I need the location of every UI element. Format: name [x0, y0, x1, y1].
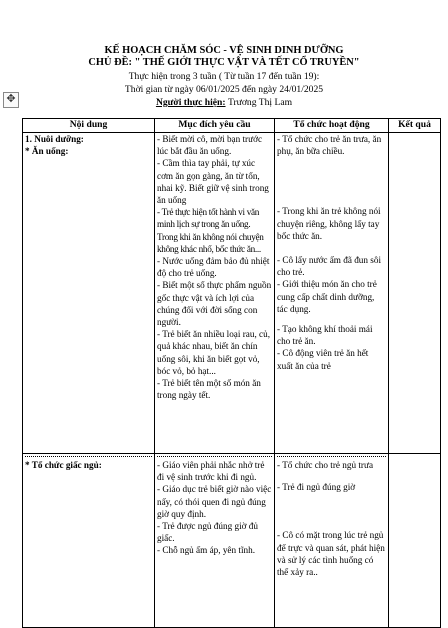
purpose-item: - Biết một số thực phẩm nguồn gốc thực vật và ích lợi của chúng đối với đời sống con người. — [157, 280, 272, 328]
activity-item: - Trẻ đi ngủ đúng giờ — [277, 482, 356, 493]
purpose-item: - Trẻ biết tên một số món ăn trong ngày tết. — [157, 378, 261, 401]
activity-item: - Giới thiệu món ăn cho trẻ cung cấp chất dinh dưỡng, tác dụng. — [277, 279, 377, 314]
table-row — [23, 454, 441, 628]
purpose-item: - Trẻ được ngủ đúng giờ đủ giấc. — [157, 521, 258, 544]
plan-duration: Thực hiện trong 3 tuần ( Từ tuần 17 đến tuần 19): — [128, 71, 320, 82]
plan-title: KẾ HOẠCH CHĂM SÓC - VỆ SINH DINH DƯỠNG — [104, 45, 344, 56]
row-activities-cell — [275, 133, 389, 454]
purpose-item: - Cầm thìa tay phải, tự xúc cơm ăn gọn gàng, ăn từ tốn, nhai kỹ. Biết giữ vệ sinh trong ăn uống — [157, 158, 269, 206]
sleep-heading: * Tổ chức giấc ngủ: — [25, 460, 102, 470]
purpose-item: - Trẻ thực hiện tốt hành vi văn minh lịch sự trong ăn uống. Trong khi ăn không nói chuyện không khác nhổ, bốc thức ăn... — [157, 207, 264, 254]
purpose-item: - Nước uống đảm bảo đủ nhiệt độ cho trẻ uống. — [157, 256, 270, 279]
performer-label: Người thực hiện: — [155, 97, 226, 108]
dotted-separator — [277, 456, 386, 457]
activity-item: - Tổ chức cho trẻ ăn trưa, ăn phụ, ăn bữa chiều. — [277, 134, 382, 157]
row-purpose-cell — [155, 454, 275, 628]
purpose-item: - Chỗ ngủ ấm áp, yên tĩnh. — [157, 545, 255, 556]
dotted-separator — [25, 456, 152, 457]
row-content-cell — [23, 133, 155, 454]
activity-item: - Cô có mặt trong lúc trẻ ngủ để trực và quan sát, phát hiện và sử lý các tình huống có thể xảy ra.. — [277, 530, 385, 578]
row-result-cell — [389, 454, 441, 628]
header-purpose: Mục đích yêu cầu — [155, 119, 275, 133]
plan-performer — [0, 97, 448, 108]
table-header-row — [23, 119, 441, 133]
performer-name: Trương Thị Lam — [227, 97, 293, 108]
activity-item: - Cô lấy nước ấm đã đun sôi cho trẻ. — [277, 255, 381, 278]
plan-theme: CHỦ ĐỀ: " THẾ GIỚI THỰC VẬT VÀ TẾT CỔ TRUYỀN" — [88, 57, 360, 68]
activity-item: - Tổ chức cho trẻ ngủ trưa — [277, 460, 374, 470]
nutrition-heading: 1. Nuôi dưỡng: — [25, 134, 84, 144]
purpose-item: - Giáo viên phải nhắc nhở trẻ đi vệ sinh trước khi đi ngủ. — [157, 460, 265, 483]
purpose-item: - Trẻ biết ăn nhiều loại rau, củ, quả khác nhau, biết ăn chín uống sôi, khi ăn biết gọt vỏ, bóc vỏ, bỏ hạt... — [157, 329, 271, 376]
dotted-separator — [157, 456, 272, 457]
care-plan-table — [22, 118, 441, 628]
header-result: Kết quả — [389, 119, 441, 133]
row-activities-cell — [275, 454, 389, 628]
purpose-item: - Giáo dục trẻ biết giờ nào việc nấy, có thói quen đi ngủ đúng giờ quy định. — [157, 484, 272, 519]
row-result-cell — [389, 133, 441, 454]
move-handle-icon[interactable]: ✥ — [3, 92, 19, 108]
activity-item: - Cô động viên trẻ ăn hết xuất ăn của trẻ — [277, 348, 369, 371]
header-activities: Tổ chức hoạt động — [275, 119, 389, 133]
activity-item: - Tạo không khí thoải mái cho trẻ ăn. — [277, 324, 373, 347]
activity-item: - Trong khi ăn trẻ không nói chuyện riêng, không lấy tay bốc thức ăn. — [277, 206, 381, 241]
table-row — [23, 133, 441, 454]
row-content-cell — [23, 454, 155, 628]
row-purpose-cell — [155, 133, 275, 454]
plan-period: Thời gian từ ngày 06/01/2025 đến ngày 24/01/2025 — [124, 84, 324, 95]
eating-heading: * Ăn uống: — [25, 146, 69, 157]
header-content: Nội dung — [23, 119, 155, 133]
purpose-item: - Biết mời cô, mời bạn trước lúc bắt đầu ăn uống. — [157, 134, 263, 157]
